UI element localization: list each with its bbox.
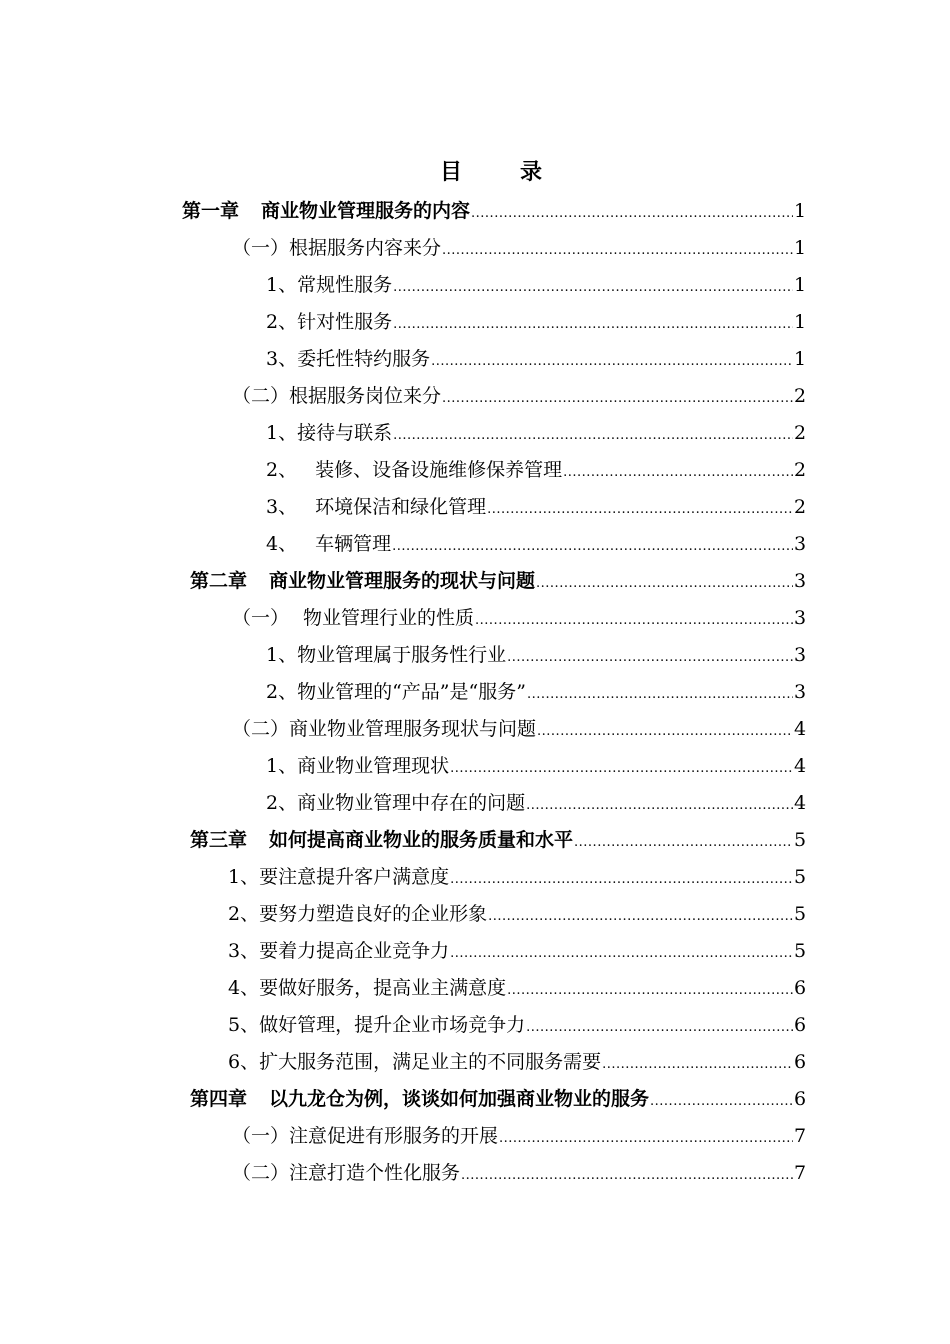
toc-dot-leader [527, 679, 793, 708]
toc-dot-leader [537, 716, 793, 745]
toc-entry-title: 接待与联系 [297, 421, 393, 444]
toc-entry-title: 以九龙仓为例，谈谈如何加强商业物业的服务 [269, 1087, 650, 1110]
toc-entry-number: （一） [232, 606, 290, 629]
toc-entry-title: 环境保洁和绿化管理 [315, 495, 487, 518]
toc-entry-item[interactable] [266, 673, 806, 710]
toc-entry-title: 商业物业管理服务的内容 [261, 199, 471, 222]
toc-entry-number: 2、 [266, 458, 298, 481]
toc-dot-leader [507, 642, 793, 671]
toc-dot-leader [471, 198, 793, 227]
toc-entry-number: 6、 [228, 1050, 260, 1073]
toc-dot-leader [499, 1123, 793, 1152]
toc-page-number: 6 [794, 1013, 807, 1036]
toc-entry-item[interactable] [228, 858, 806, 895]
toc-entry-number: （一） [232, 1124, 290, 1147]
toc-entry-item[interactable] [266, 636, 806, 673]
toc-entry-title: 要努力塑造良好的企业形象 [259, 902, 488, 925]
toc-entry-title: 车辆管理 [315, 532, 392, 555]
toc-page-number: 6 [794, 976, 807, 999]
toc-entry-number: 2、 [228, 902, 260, 925]
toc-dot-leader [450, 864, 793, 893]
toc-page-number: 3 [794, 569, 807, 592]
toc-entry-title: 装修、设备设施维修保养管理 [315, 458, 563, 481]
toc-entry-chapter-2[interactable] [190, 562, 806, 599]
toc-dot-leader [488, 901, 793, 930]
toc-entry-title: 要着力提高企业竞争力 [259, 939, 450, 962]
toc-entry-item[interactable] [228, 969, 806, 1006]
toc-entry-section[interactable] [232, 599, 806, 636]
toc-entry-number: 4、 [228, 976, 260, 999]
toc-dot-leader [526, 1012, 793, 1041]
toc-page-number: 2 [794, 495, 807, 518]
toc-entry-item[interactable] [266, 784, 806, 821]
toc-entry-title: 委托性特约服务 [297, 347, 431, 370]
toc-entry-item[interactable] [266, 414, 806, 451]
toc-entry-number: 第一章 [182, 199, 240, 222]
toc-page-number: 7 [794, 1124, 807, 1147]
toc-entry-number: 1、 [228, 865, 260, 888]
toc-page-number: 1 [794, 347, 807, 370]
toc-dot-leader [431, 346, 793, 375]
toc-entry-item[interactable] [266, 525, 806, 562]
toc-entry-number: 2、 [266, 680, 298, 703]
toc-entry-title: 注意打造个性化服务 [289, 1161, 461, 1184]
toc-entry-number: 第三章 [190, 828, 248, 851]
toc-dot-leader [393, 272, 793, 301]
toc-page-number: 1 [794, 273, 807, 296]
toc-entry-item[interactable] [228, 1043, 806, 1080]
toc-entry-chapter-3[interactable] [190, 821, 806, 858]
toc-dot-leader [450, 753, 793, 782]
toc-entry-number: 4、 [266, 532, 298, 555]
toc-entry-chapter-4[interactable] [190, 1080, 806, 1117]
toc-entry-title: 商业物业管理服务现状与问题 [289, 717, 537, 740]
toc-entry-title: 注意促进有形服务的开展 [289, 1124, 499, 1147]
toc-dot-leader [475, 605, 793, 634]
toc-entry-title: 物业管理的“产品”是“服务” [297, 680, 526, 703]
toc-entry-title: 物业管理属于服务性行业 [297, 643, 507, 666]
toc-entry-title: 做好管理，提升企业市场竞争力 [259, 1013, 526, 1036]
toc-entry-number: 1、 [266, 421, 298, 444]
toc-dot-leader [574, 827, 793, 856]
toc-dot-leader [650, 1086, 793, 1115]
toc-entry-number: 2、 [266, 310, 298, 333]
toc-dot-leader [450, 938, 793, 967]
toc-dot-leader [442, 383, 793, 412]
toc-page-number: 5 [794, 939, 807, 962]
toc-dot-leader [526, 790, 793, 819]
toc-entry-title: 要做好服务，提高业主满意度 [259, 976, 507, 999]
toc-entry-number: 2、 [266, 791, 298, 814]
toc-page-number: 3 [794, 680, 807, 703]
toc-entry-item[interactable] [266, 451, 806, 488]
toc-dot-leader [392, 531, 793, 560]
toc-entry-number: 第二章 [190, 569, 248, 592]
toc-page-number: 3 [794, 606, 807, 629]
toc-entry-item[interactable] [228, 895, 806, 932]
toc-dot-leader [602, 1049, 793, 1078]
toc-entry-number: 3、 [266, 495, 298, 518]
toc-entry-chapter-1[interactable] [182, 192, 806, 229]
toc-page-number: 6 [794, 1050, 807, 1073]
toc-dot-leader [393, 420, 793, 449]
toc-entry-number: 5、 [228, 1013, 260, 1036]
toc-entry-title: 商业物业管理服务的现状与问题 [269, 569, 536, 592]
toc-entry-number: 3、 [228, 939, 260, 962]
toc-entry-section[interactable] [232, 377, 806, 414]
toc-page-number: 4 [794, 717, 807, 740]
toc-entry-item[interactable] [266, 340, 806, 377]
toc-entry-number: 1、 [266, 754, 298, 777]
toc-page-number: 5 [794, 865, 807, 888]
toc-entry-item[interactable] [228, 1006, 806, 1043]
toc-page-number: 5 [794, 828, 807, 851]
toc-entry-title: 要注意提升客户满意度 [259, 865, 450, 888]
toc-entry-item[interactable] [266, 303, 806, 340]
page-title: 目 录 [439, 159, 560, 185]
toc-entry-number: （一） [232, 236, 290, 259]
toc-entry-section[interactable] [232, 1154, 806, 1191]
toc-entry-section[interactable] [232, 1117, 806, 1154]
toc-entry-title: 如何提高商业物业的服务质量和水平 [269, 828, 574, 851]
toc-page-number: 7 [794, 1161, 807, 1184]
toc-entry-title: 常规性服务 [297, 273, 393, 296]
toc-entry-number: （二） [232, 717, 290, 740]
toc-entry-item[interactable] [266, 488, 806, 525]
toc-page-number: 2 [794, 421, 807, 444]
toc-entry-number: （二） [232, 384, 290, 407]
toc-page-number: 3 [794, 532, 807, 555]
toc-dot-leader [507, 975, 793, 1004]
toc-entry-number: （二） [232, 1161, 290, 1184]
toc-page-number: 4 [794, 791, 807, 814]
toc-entry-number: 1、 [266, 643, 298, 666]
toc-entry-title: 扩大服务范围，满足业主的不同服务需要 [259, 1050, 602, 1073]
toc-entry-title: 针对性服务 [297, 310, 393, 333]
toc-entry-section[interactable] [232, 229, 806, 266]
toc-entry-number: 1、 [266, 273, 298, 296]
toc-entry-title: 根据服务内容来分 [289, 236, 442, 259]
toc-entry-item[interactable] [266, 266, 806, 303]
toc-page-number: 1 [794, 199, 807, 222]
toc-dot-leader [563, 457, 793, 486]
toc-entry-title: 物业管理行业的性质 [303, 606, 475, 629]
toc-page-number: 5 [794, 902, 807, 925]
toc-entry-title: 商业物业管理中存在的问题 [297, 791, 526, 814]
toc-entry-item[interactable] [228, 932, 806, 969]
toc-page-number: 1 [794, 236, 807, 259]
toc-dot-leader [442, 235, 793, 264]
toc-dot-leader [393, 309, 793, 338]
toc-dot-leader [461, 1160, 793, 1189]
toc-page-number: 3 [794, 643, 807, 666]
toc-page-number: 6 [794, 1087, 807, 1110]
toc-entry-title: 商业物业管理现状 [297, 754, 450, 777]
toc-entry-number: 3、 [266, 347, 298, 370]
toc-dot-leader [536, 568, 793, 597]
toc-page-number: 1 [794, 310, 807, 333]
toc-entry-title: 根据服务岗位来分 [289, 384, 442, 407]
toc-entry-item[interactable] [266, 747, 806, 784]
toc-page-number: 2 [794, 458, 807, 481]
toc-dot-leader [487, 494, 793, 523]
toc-page-number: 2 [794, 384, 807, 407]
toc-entry-number: 第四章 [190, 1087, 248, 1110]
toc-page-number: 4 [794, 754, 807, 777]
toc-entry-section[interactable] [232, 710, 806, 747]
